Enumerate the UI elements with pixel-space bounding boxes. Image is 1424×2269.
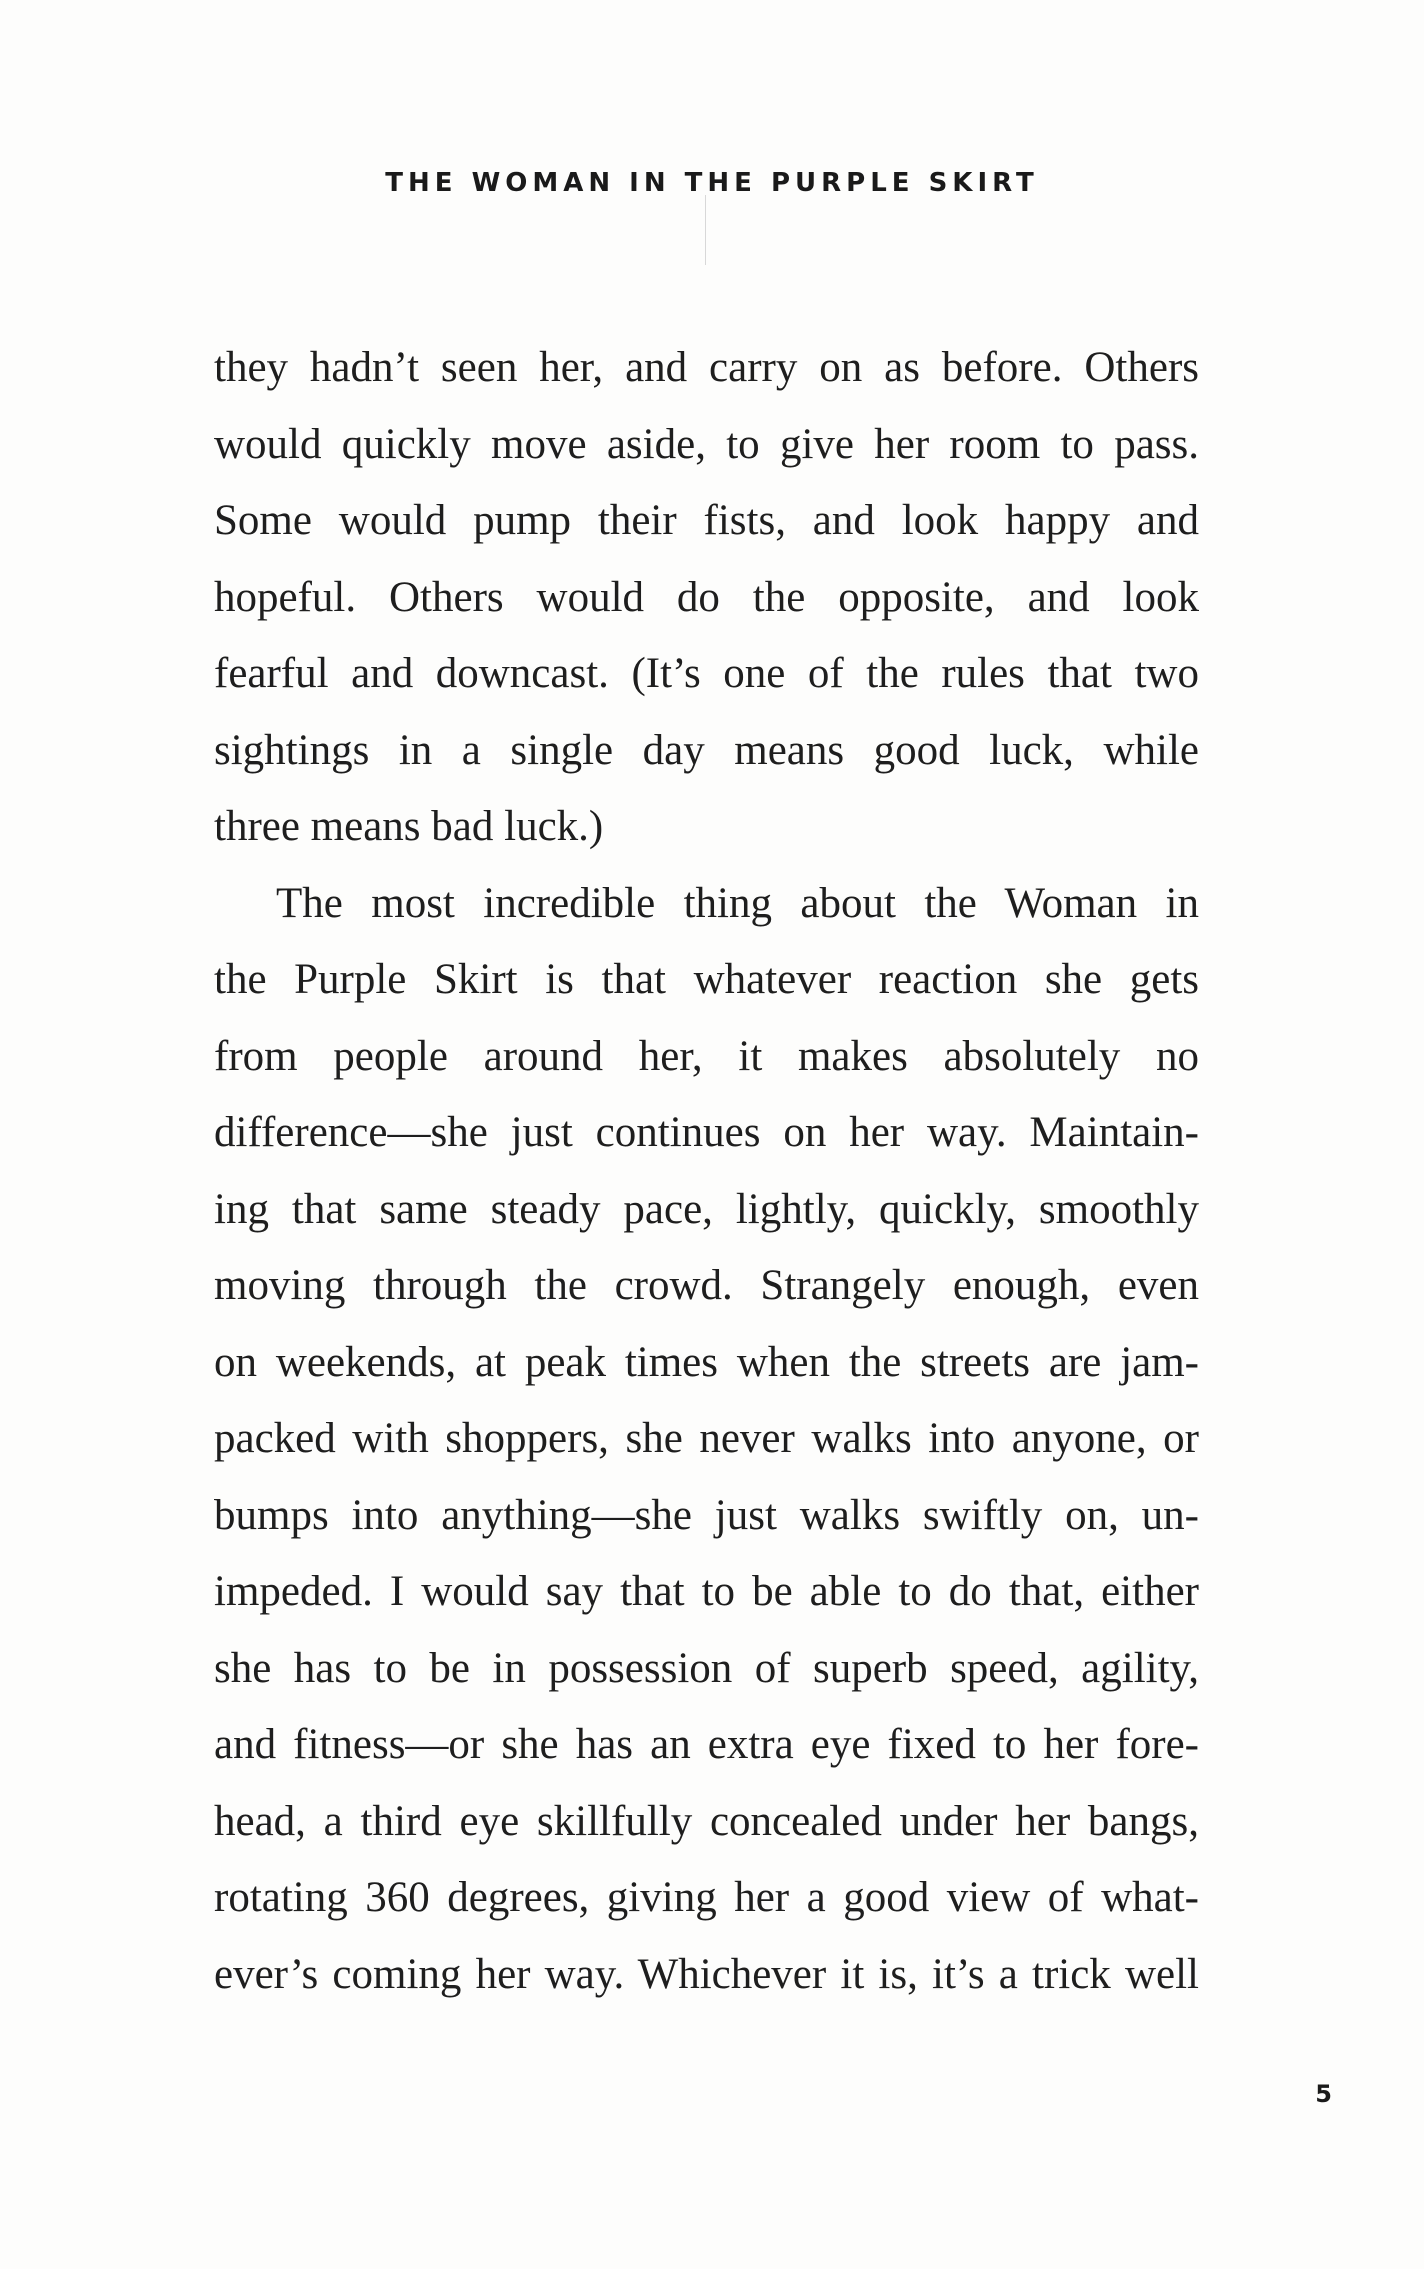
body-text bbox=[214, 330, 1199, 2013]
running-head: THE WOMAN IN THE PURPLE SKIRT bbox=[385, 168, 1039, 198]
text-line: the Purple Skirt is that whatever reaction she gets bbox=[214, 956, 1199, 1003]
text-line: Some would pump their fists, and look happy and bbox=[214, 497, 1199, 544]
text-line: and fitness—or she has an extra eye fixed to her fore- bbox=[214, 1721, 1199, 1768]
text-line: difference—she just continues on her way. Maintain- bbox=[214, 1109, 1199, 1156]
text-line: hopeful. Others would do the opposite, and look bbox=[214, 573, 1199, 621]
paragraph-start-line: The most incredible thing about the Woman in bbox=[276, 879, 1199, 927]
text-line: head, a third eye skillfully concealed under her bangs, bbox=[214, 1797, 1199, 1845]
text-line: fearful and downcast. (It’s one of the rules that two bbox=[214, 650, 1199, 697]
page-crease bbox=[705, 195, 706, 265]
text-line: from people around her, it makes absolutely no bbox=[214, 1032, 1199, 1080]
text-line: packed with shoppers, she never walks into anyone, or bbox=[214, 1415, 1199, 1462]
page-number: 5 bbox=[1315, 2080, 1332, 2108]
text-line: moving through the crowd. Strangely enough, even bbox=[214, 1262, 1199, 1309]
text-line: impeded. I would say that to be able to do that, either bbox=[214, 1568, 1199, 1615]
text-line: bumps into anything—she just walks swiftly on, un- bbox=[214, 1491, 1199, 1539]
paragraph-end-line: three means bad luck.) bbox=[214, 803, 604, 850]
text-line: would quickly move aside, to give her room to pass. bbox=[214, 420, 1199, 468]
text-line: she has to be in possession of superb speed, agility, bbox=[214, 1644, 1199, 1692]
text-line: ever’s coming her way. Whichever it is, it’s a trick well bbox=[214, 1950, 1199, 1998]
text-line: sightings in a single day means good luck, while bbox=[214, 726, 1199, 774]
text-line: rotating 360 degrees, giving her a good view of what- bbox=[214, 1874, 1199, 1921]
text-line: on weekends, at peak times when the streets are jam- bbox=[214, 1338, 1199, 1386]
text-line: ing that same steady pace, lightly, quickly, smoothly bbox=[214, 1185, 1199, 1233]
text-line: they hadn’t seen her, and carry on as before. Others bbox=[214, 344, 1199, 391]
